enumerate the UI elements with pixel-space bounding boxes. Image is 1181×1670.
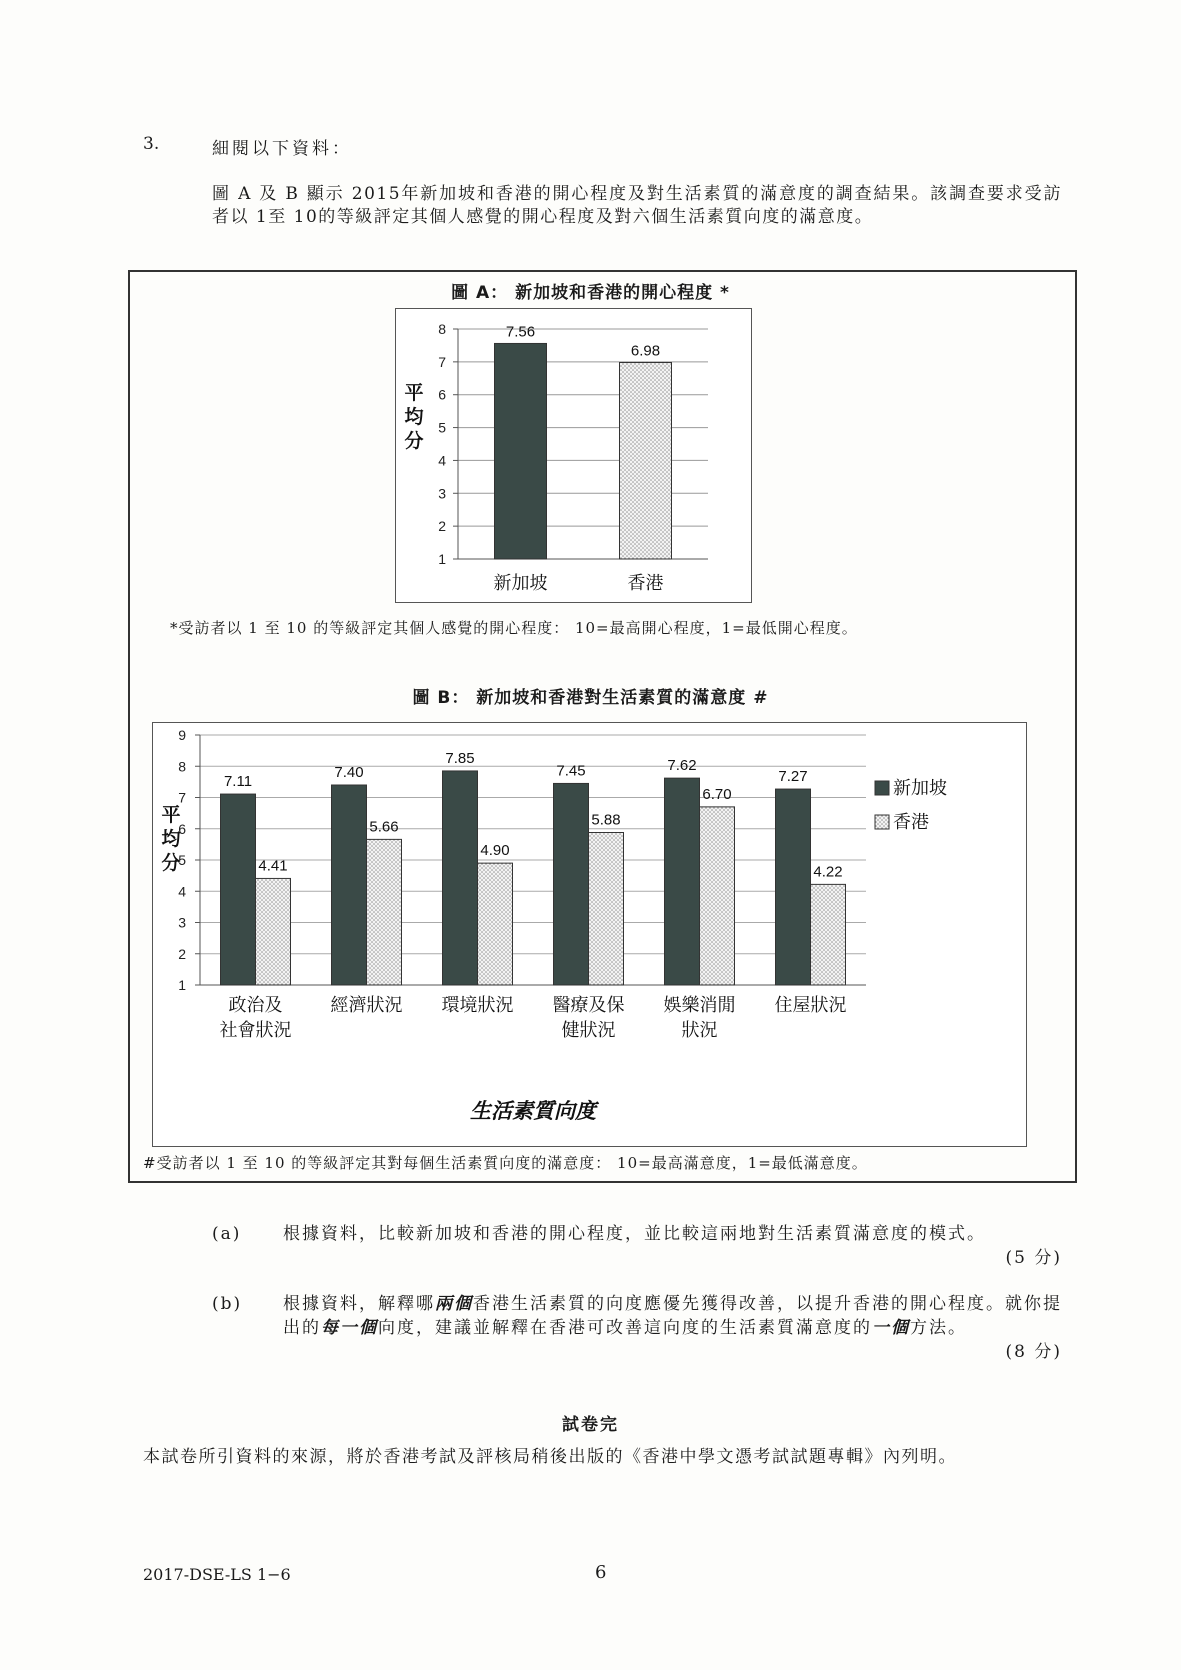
y-tick-label: 6	[438, 386, 446, 403]
category-label: 環境狀況	[441, 995, 514, 1015]
category-label: 新加坡	[493, 573, 548, 593]
part-b-emphasis-3: 一個	[872, 1318, 910, 1338]
y-tick-label: 3	[438, 485, 446, 502]
y-tick-label: 8	[178, 758, 186, 775]
data-label: 7.11	[223, 773, 253, 791]
data-label: 5.88	[591, 811, 621, 829]
figure-a-note: *受訪者以 1 至 10 的等級評定其個人感覺的開心程度： 10=最高開心程度，1=最低開心程度。	[170, 619, 858, 637]
data-label: 7.56	[505, 323, 536, 341]
part-a-marks: (5 分)	[1005, 1248, 1062, 1268]
y-tick-label: 1	[438, 551, 446, 567]
question-intro: 圖 A 及 B 顯示 2015年新加坡和香港的開心程度及對生活素質的滿意度的調查結果。該調查要求受訪者以 1至 10的等級評定其個人感覺的開心程度及對六個生活素質向度的滿意度。	[212, 184, 1062, 227]
data-label: 7.45	[556, 762, 586, 780]
data-label: 7.40	[334, 764, 364, 781]
category-label: 社會狀況	[219, 1020, 292, 1040]
bar	[478, 863, 513, 985]
bar	[620, 363, 672, 559]
category-label: 狀況	[681, 1020, 718, 1040]
legend-label: 新加坡	[893, 778, 947, 798]
data-label: 7.85	[445, 749, 475, 767]
category-label: 經濟狀況	[330, 995, 403, 1015]
figure-b-title: 圖 B： 新加坡和香港對生活素質的滿意度 #	[412, 688, 769, 708]
y-tick-label: 2	[438, 518, 446, 535]
y-tick-label: 4	[438, 452, 446, 469]
part-b-text-3: 向度，建議並解釋在香港可改善這向度的生活素質滿意度的	[378, 1318, 872, 1338]
category-label: 住屋狀況	[774, 995, 847, 1015]
bar	[776, 789, 811, 985]
figure-a-title: 圖 A： 新加坡和香港的開心程度 *	[451, 283, 730, 303]
question-heading: 細閱以下資料：	[212, 139, 352, 159]
bar	[367, 839, 402, 985]
part-b	[212, 1292, 1062, 1367]
part-b-marks: (8 分)	[1005, 1342, 1062, 1362]
figure-a-svg	[396, 309, 751, 602]
part-a-label: (a)	[212, 1224, 242, 1244]
part-b-text-2: 香港生活素質的向度應優先獲得改善，以提升香港的開心程度。就你提出的	[283, 1294, 1062, 1338]
y-axis-title-char: 平	[161, 805, 181, 826]
category-label: 政治及	[228, 995, 283, 1015]
bar	[554, 783, 589, 985]
end-of-paper: 試卷完	[562, 1415, 619, 1435]
bar	[495, 343, 547, 559]
bar	[665, 778, 700, 985]
question-number: 3.	[143, 134, 160, 154]
y-axis-title-char: 均	[161, 829, 181, 850]
bar	[221, 794, 256, 985]
source-note: 本試卷所引資料的來源，將於香港考試及評核局稍後出版的《香港中學文憑考試試題專輯》內列明。	[143, 1447, 957, 1467]
category-label: 娛樂消閒	[663, 995, 736, 1015]
y-tick-label: 1	[178, 977, 186, 993]
category-label: 健狀況	[561, 1020, 616, 1040]
part-a	[212, 1222, 1062, 1272]
page-number: 6	[595, 1562, 607, 1583]
figure-b-note: #受訪者以 1 至 10 的等級評定其對每個生活素質向度的滿意度： 10=最高滿意度，1=最低滿意度。	[143, 1154, 868, 1172]
bar	[811, 884, 846, 985]
figure-b-svg	[153, 723, 1026, 1146]
y-tick-label: 4	[178, 883, 186, 900]
paper-code: 2017-DSE-LS 1−6	[143, 1565, 291, 1584]
part-b-label: (b)	[212, 1294, 243, 1314]
y-tick-label: 6	[178, 820, 186, 837]
bar	[589, 833, 624, 986]
data-label: 7.62	[667, 757, 697, 775]
data-label: 4.41	[258, 857, 288, 875]
legend-swatch	[875, 815, 889, 829]
legend-swatch	[875, 781, 889, 795]
data-label: 7.27	[778, 768, 808, 786]
y-tick-label: 5	[438, 419, 446, 436]
part-a-text: 根據資料，比較新加坡和香港的開心程度，並比較這兩地對生活素質滿意度的模式。	[283, 1224, 986, 1244]
data-label: 6.70	[702, 785, 732, 803]
x-axis-title: 生活素質向度	[470, 1100, 596, 1123]
bar	[332, 785, 367, 985]
data-label: 6.98	[630, 342, 661, 360]
bar	[256, 878, 291, 985]
y-tick-label: 7	[438, 353, 446, 370]
y-axis-title-char: 平	[404, 383, 424, 404]
figure-b-chart	[152, 722, 1027, 1147]
y-axis-title-char: 分	[161, 853, 181, 874]
y-axis-title-char: 分	[404, 431, 424, 452]
part-b-text-4: 方法。	[910, 1318, 967, 1338]
legend-label: 香港	[893, 812, 929, 832]
data-label: 4.90	[480, 842, 510, 860]
data-label: 4.22	[813, 863, 843, 881]
part-b-text-1: 根據資料，解釋哪	[283, 1294, 435, 1314]
part-b-emphasis-2: 每一個	[321, 1318, 378, 1338]
figure-a-chart	[395, 308, 752, 603]
category-label: 醫療及保	[552, 995, 625, 1015]
y-tick-label: 2	[178, 945, 186, 962]
part-b-text	[283, 1292, 1062, 1340]
y-tick-label: 3	[178, 914, 186, 931]
y-tick-label: 5	[178, 852, 186, 868]
bar	[443, 771, 478, 985]
y-tick-label: 9	[178, 727, 186, 743]
category-label: 香港	[627, 573, 664, 593]
y-axis-title-char: 均	[404, 407, 424, 428]
y-tick-label: 7	[178, 789, 186, 806]
part-b-emphasis-1: 兩個	[435, 1294, 473, 1314]
y-tick-label: 8	[438, 321, 446, 337]
bar	[700, 807, 735, 985]
data-label: 5.66	[369, 818, 399, 836]
